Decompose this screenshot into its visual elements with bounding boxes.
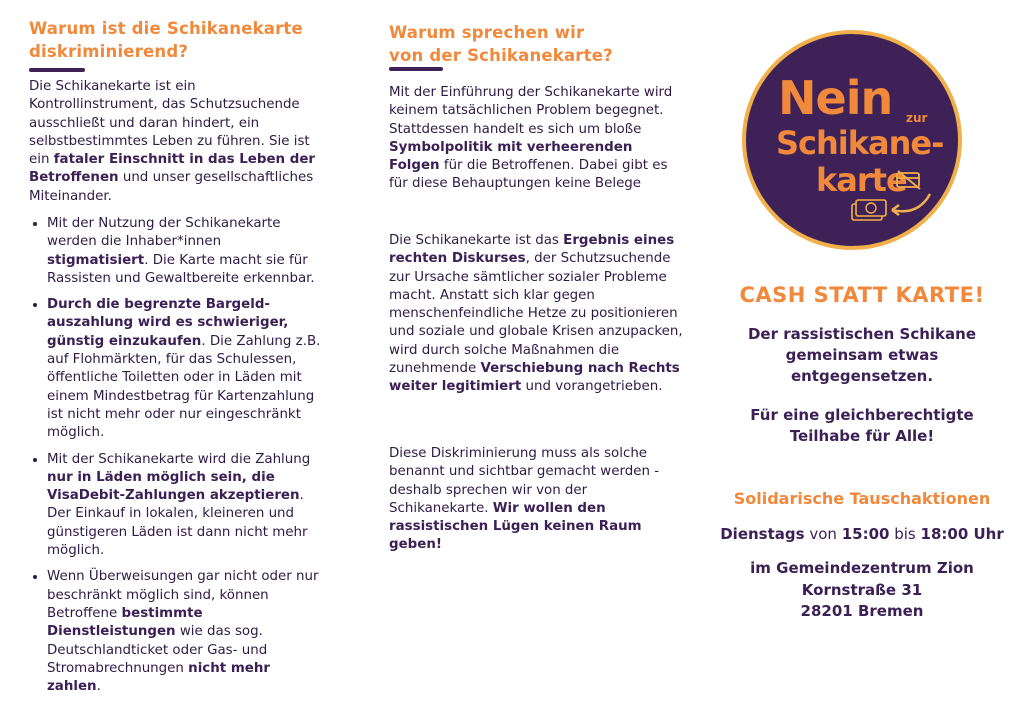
emphasis-text: nicht mehr zahlen: [47, 660, 270, 695]
event-place: im Gemeindezentrum Zion: [750, 559, 974, 577]
emphasis-text: fataler Einschnitt in das Leben der Betroffenen: [29, 152, 316, 186]
reasons-list: [29, 215, 321, 704]
heading-line-1: Warum sprechen wir: [389, 23, 585, 42]
body-text: . Die Zahlung z.B. auf Flohmärkten, für das Schulessen, öffentliche Toiletten oder in Läden mit einem Mindestbetrag für Kartenzahlung ist nicht mehr oder nur eingeschränkt möglich.: [47, 333, 321, 441]
heading-line-1: Warum ist die Schikanekarte: [29, 19, 303, 38]
heading-underline: [29, 68, 85, 72]
event-from-word: von: [809, 525, 837, 543]
emphasis-text: Ergebnis eines rechten Diskurses: [389, 233, 675, 267]
body-text: .: [96, 679, 101, 695]
headline-cash: CASH STATT KARTE!: [739, 283, 985, 307]
body-text: Mit der Schikanekarte wird die Zahlung: [47, 451, 311, 467]
emphasis-text: Wir wollen den rassistischen Lügen keinen Raum geben!: [389, 500, 642, 553]
slogan-2: Für eine gleichberechtigte Teilhabe für Alle!: [750, 406, 974, 445]
body-text: Mit der Einführung der Schikanekarte wird keinem tatsächlichen Problem begegnet. Stattdessen handelt es sich um bloße: [389, 85, 673, 137]
event-end: 18:00 Uhr: [920, 525, 1004, 543]
reason-item: [47, 568, 321, 696]
body-text: für die Betroffenen. Dabei gibt es für diese Behauptungen keine Belege: [389, 158, 668, 192]
event-city: 28201 Bremen: [800, 602, 924, 620]
paragraph-naming: [389, 445, 679, 555]
paragraph-rechter-diskurs: [389, 232, 683, 397]
body-text: , der Schutzsuchende zur Ursache sämtlicher sozialer Probleme macht. Anstatt sich klar gegen menschenfeindliche Hetze zu positionieren und soziale und globale Krisen anzupacken, wird durch solche Maßnahmen die zunehmende: [389, 251, 683, 377]
event-to-word: bis: [894, 525, 916, 543]
heading-underline: [389, 67, 443, 71]
body-text: Die Schikanekarte ist ein Kontrollinstrument, das Schutzsuchende ausschließt und daran hindert, ein selbstbestimmtes Leben zu führen. Sie ist ein: [29, 79, 310, 168]
event-day: Dienstags: [720, 525, 805, 543]
event-time: [700, 524, 1024, 545]
logo-schikane: Schikane-: [776, 124, 944, 162]
body-text: und unser gesellschaftliches Miteinander.: [29, 170, 314, 204]
body-text: Diese Diskriminierung muss als solche benannt und sichtbar gemacht werden - deshalb sprechen wir von der Schikanekarte.: [389, 446, 660, 516]
body-text: und vorangetrieben.: [521, 379, 663, 395]
emphasis-text: stigmatisiert: [47, 252, 145, 268]
logo-nein: Nein: [778, 71, 893, 125]
reason-item: [47, 215, 321, 288]
body-text: . Der Einkauf in lokalen, kleineren und günstigeren Läden ist dann nicht mehr möglich.: [47, 488, 308, 559]
slogan-1: Der rassistischen Schikane gemeinsam etwas entgegensetzen.: [747, 325, 977, 385]
card-crossed-icon: [896, 170, 922, 190]
campaign-logo: [742, 30, 962, 250]
body-text: Die Schikanekarte ist das: [389, 233, 564, 248]
event-street: Kornstraße 31: [801, 581, 923, 599]
heading-line-2: von der Schikanekarte?: [389, 46, 613, 65]
reason-item: [47, 296, 321, 442]
event-start: 15:00: [841, 525, 890, 543]
heading-discrimination: [29, 17, 303, 63]
emphasis-text: Symbolpolitik mit verheerenden Folgen: [389, 139, 633, 174]
emphasis-text: bestimmte Dienstleistungen: [47, 605, 203, 640]
body-text: Mit der Nutzung der Schikanekarte werden die Inhaber*innen: [47, 216, 281, 250]
emphasis-text: Durch die begrenzte Bargeld-auszahlung wird es schwieriger, günstig einzukaufen: [47, 297, 289, 349]
cash-arrow-icon: [848, 190, 938, 230]
body-text: wie das sog. Deutschlandticket oder Gas- und Stromabrechnungen: [47, 624, 268, 676]
paragraph-symbolpolitik: [389, 84, 683, 194]
heading-line-2: diskriminierend?: [29, 42, 189, 61]
emphasis-text: Verschiebung nach Rechts weiter legitimiert: [389, 361, 680, 395]
logo-karte: karte: [816, 161, 907, 199]
reason-item: [47, 451, 321, 561]
intro-paragraph: [29, 78, 321, 206]
emphasis-text: nur in Läden möglich sein, die VisaDebit-Zahlungen akzeptieren: [47, 469, 300, 504]
heading-why-name: [389, 21, 613, 67]
body-text: Wenn Überweisungen gar nicht oder nur beschränkt möglich sind, können Betroffene: [47, 569, 319, 621]
logo-zur: zur: [906, 111, 928, 125]
event-title: Solidarische Tauschaktionen: [733, 489, 991, 508]
body-text: . Die Karte macht sie für Rassisten und Gewaltbereite erkennbar.: [47, 252, 315, 286]
